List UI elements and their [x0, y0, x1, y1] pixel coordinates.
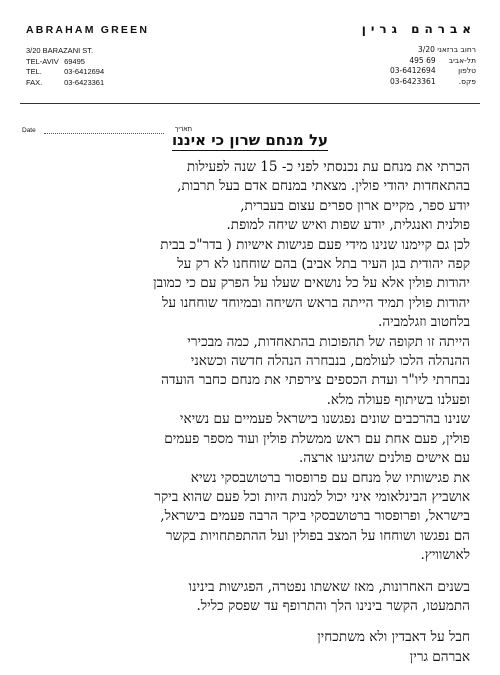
address-he: רחוב ברזאני 3/20 — [418, 45, 476, 54]
fax-en — [26, 78, 176, 89]
fax-number-he: 03-6423361 — [389, 76, 436, 86]
date-label-he: תאריך — [174, 126, 192, 133]
address-en: 3/20 BARAZANI ST. — [26, 46, 94, 55]
body-line: חבל על דאבדין ולא משתכחין — [317, 629, 470, 646]
body-line: לאושוויץ. — [420, 547, 470, 564]
sender-name-en: ABRAHAM GREEN — [26, 24, 150, 36]
body-line: ופעלנו בשיתוף פעולה מלא. — [326, 391, 470, 408]
letterhead-hebrew — [311, 22, 476, 87]
tel-label-he: טלפון — [458, 66, 476, 76]
zip-en: 69495 — [64, 56, 85, 66]
fax-label-en: FAX. — [26, 77, 43, 87]
body-line: יהודות פולין תמיד הייתה בראש השיחה ובמיוחד שוחחנו על — [162, 294, 470, 311]
body-line: הם נפגשו ושוחחו על המצב בפולין ועל ההתפתחויות בקשר — [165, 527, 470, 544]
body-line: בהתאחדות יהודי פולין. מצאתי במנחם אדם בעל תרבות, — [177, 178, 470, 195]
city-he: תל-אביב — [448, 55, 476, 65]
body-line: את פגישותיו של מנחם עם פרופסור ברטושבסקי נשיא — [190, 469, 470, 486]
fax-label-he: פקס. — [458, 76, 476, 86]
body-line: יהודות פולין אלא על כל נושאים שעלו על הפרק עם כי כמובן — [153, 275, 470, 292]
body-line: פולין, פעם אחת עם ראש ממשלת פולין ועוד מספר פעמים — [164, 430, 470, 447]
fax-he — [311, 77, 476, 88]
body-line: יודע ספר, מקיים ארון ספרים עצום בעברית, — [240, 197, 470, 214]
body-line: עם אישים פולנים שהגיעו ארצה. — [298, 450, 470, 467]
sender-name-he: אברהם גרין — [361, 22, 476, 36]
letter-body — [46, 158, 470, 667]
city-en: TEL-AVIV — [26, 56, 59, 66]
body-line: אברהם גרין — [409, 648, 470, 665]
paragraph-gap — [46, 566, 470, 578]
body-line: אושביץ הבינלאומי איני יכול למנות היות וכל פעם שהוא ביקר — [154, 488, 470, 505]
letter-title-text: על מנחם שרון כי איננו — [171, 131, 329, 149]
body-line: הייתה זו תקופה של תהפוכות בהתאחדות, כמה מבכירי — [187, 333, 470, 350]
body-line: ההנהלה הלכו לעולמם, בנבחרה הנהלה חדשה וכשאני — [190, 353, 470, 370]
tel-number-en: 03-6412694 — [64, 67, 105, 77]
body-line: פולנית ואנגלית, יודע שפות ואיש שיחה למופת. — [226, 217, 470, 234]
body-line: בלחטוב וזגלמביה. — [378, 314, 470, 331]
tel-label-en: TEL. — [26, 67, 42, 77]
letterhead-english — [26, 24, 176, 88]
letterhead-divider — [20, 103, 480, 104]
city-zip-he — [311, 56, 476, 67]
body-line: הכרתי את מנחם עת נכנסתי לפני כ- 15 שנה לפעילות — [186, 159, 470, 175]
tel-he — [311, 66, 476, 77]
body-line: נבחרתי ליו"ר ועדת הכספים צירפתי את מנחם כחבר הועדה — [161, 372, 470, 389]
tel-en — [26, 67, 176, 78]
fax-number-en: 03-6423361 — [64, 77, 105, 87]
date-label-en: Date — [22, 127, 36, 134]
body-line: שנינו בהרכבים שונים נפגשנו בישראל פעמיים עם נשיאי — [179, 411, 470, 428]
paragraph-gap — [46, 616, 470, 628]
city-zip-en — [26, 57, 176, 68]
body-line: התמעטו, הקשר בינינו הלך והתרופף עד שפסק כליל. — [196, 597, 470, 614]
body-line: לכן גם קיימנו שנינו מידי פעם פגישות אישיות ( בדר"כ בבית — [160, 236, 470, 253]
zip-he: 69 495 — [409, 55, 436, 65]
letter-title — [0, 131, 500, 149]
body-line: קפה יהודית בגן העיר בתל אביב) בהם שוחחנו לא רק על — [177, 256, 470, 273]
tel-number-he: 03-6412694 — [389, 66, 436, 76]
body-line: בשנים האחרונות, מאז שאשתו נפטרה, הפגישות בינינו — [188, 578, 470, 595]
body-line: בישראל, ופרופסור ברטושבסקי ביקר הרבה פעמים בישראל, — [160, 508, 470, 525]
